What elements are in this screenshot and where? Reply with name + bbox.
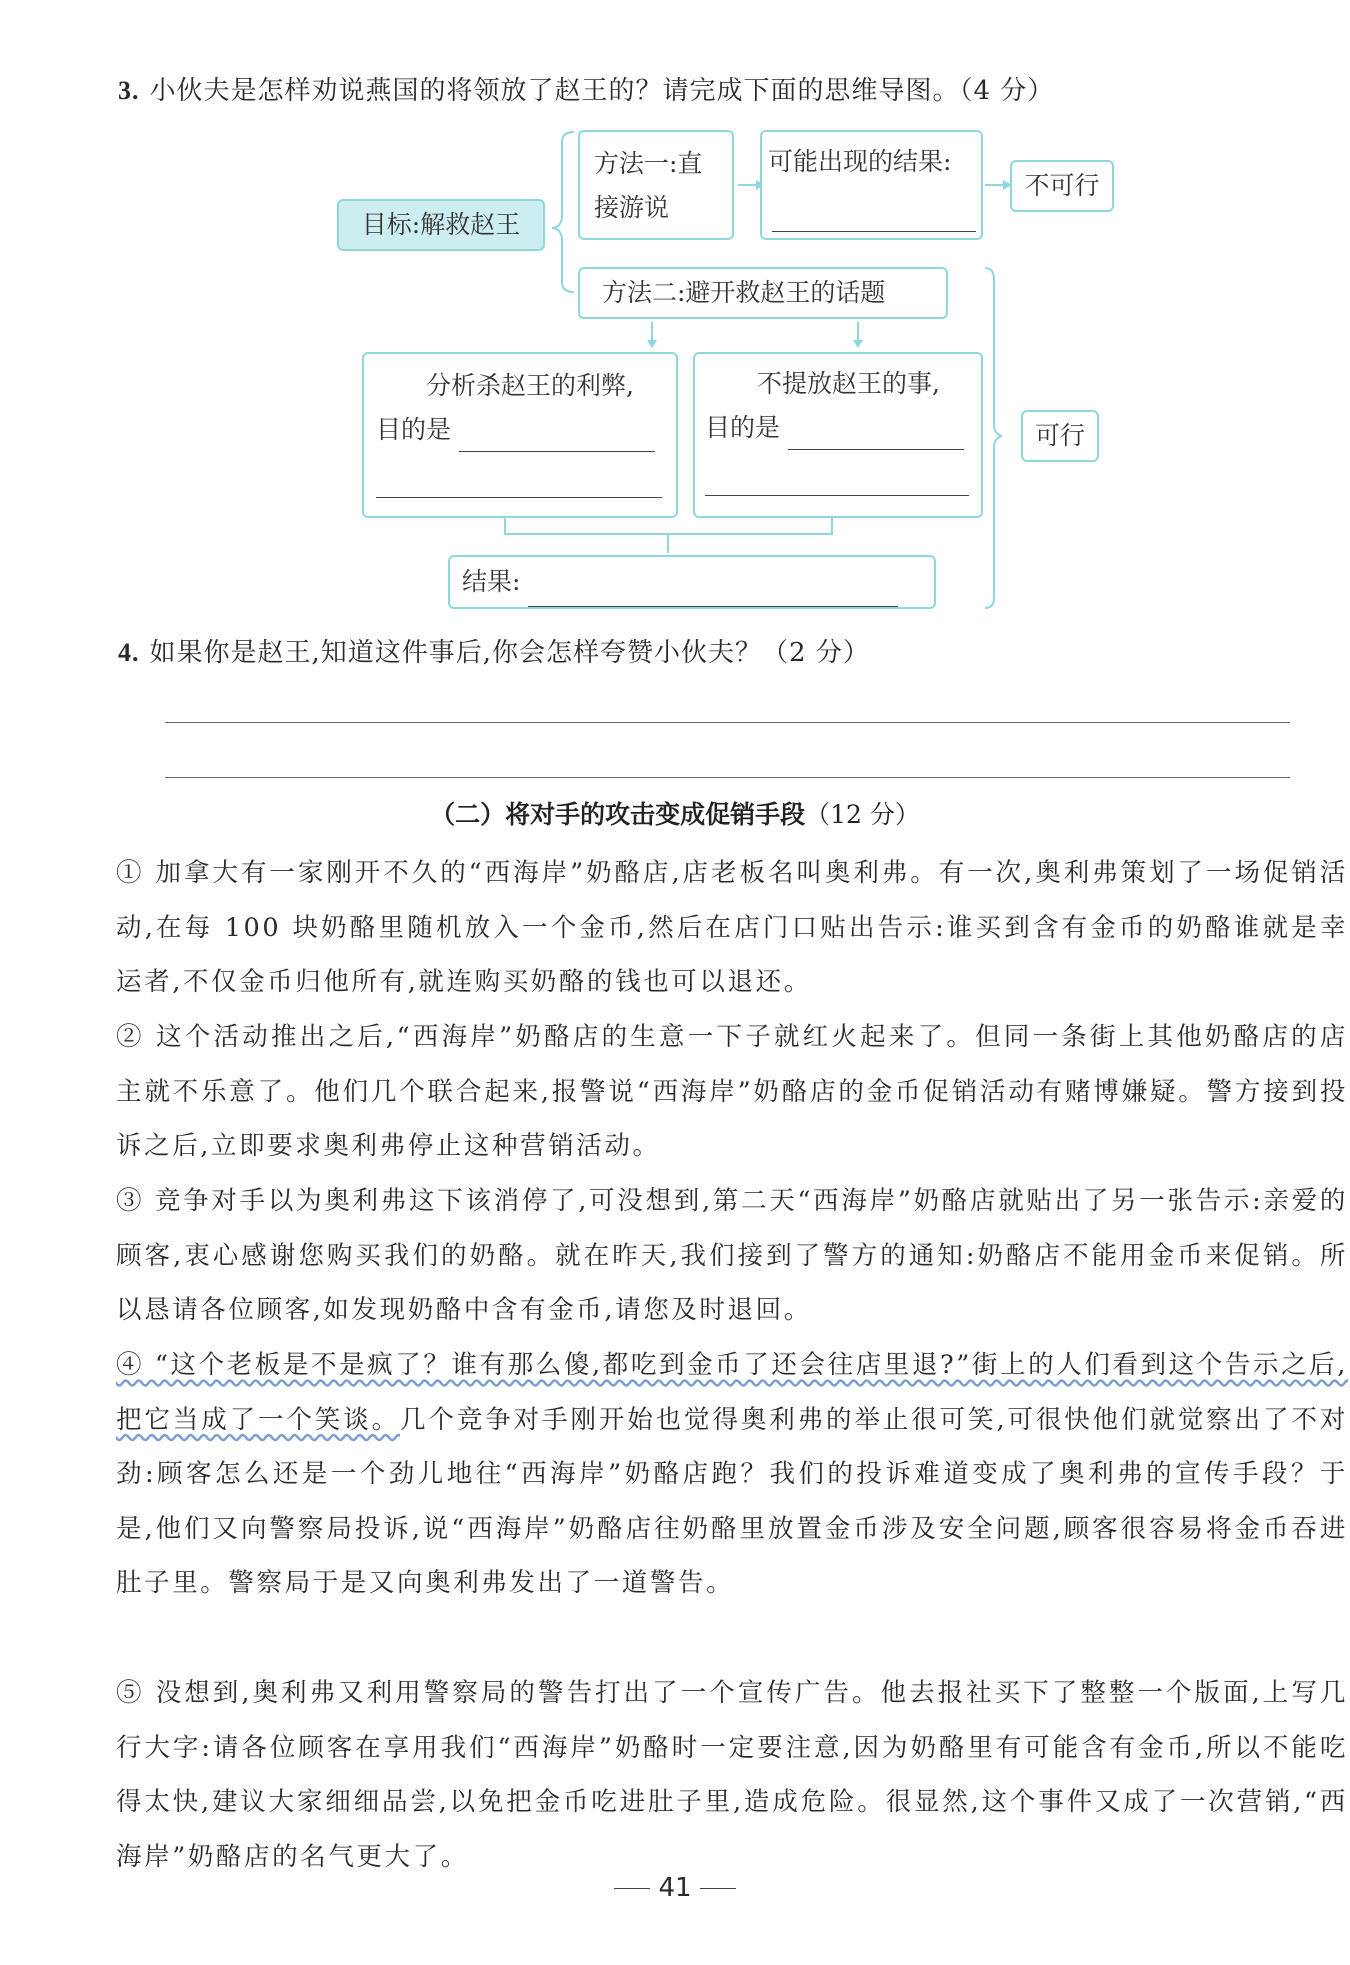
paragraph-5: ⑤ 没想到,奥利弗又利用警察局的警告打出了一个宣传广告。他去报社买下了整整一个版面,上写几行大字:请各位顾客在享用我们“西海岸”奶酪时一定要注意,因为奶酪里有可能含有金币,所以不能吃得太快,建议大家细细品尝,以免把金币吃进肚子里,造成危险。很显然,这个事件又成了一次营销,“西海岸”奶酪店的名气更大了。 (116, 1678, 1348, 1872)
question-3-number: 3. (118, 76, 140, 105)
analysis-line2: 目的是 (376, 415, 452, 444)
answer-line-1[interactable] (165, 722, 1290, 723)
result-blank[interactable] (528, 580, 898, 607)
notmention-blank-2[interactable] (705, 465, 969, 496)
notmention-blank-1[interactable] (788, 419, 964, 450)
analysis-box (362, 352, 678, 518)
goal-box (337, 199, 545, 251)
paragraph-4-underlined: ④ “这个老板是不是疯了？谁有那么傻,都吃到金币了还会往店里退?”街上的人们看到这个告示之后,把它当成了一个笑谈。 (116, 1350, 1348, 1435)
method2-box (578, 267, 948, 319)
result1-box (760, 130, 983, 240)
brace-lower (552, 228, 574, 292)
section-title (0, 795, 1350, 831)
question-3-text: 小伙夫是怎样劝说燕国的将领放了赵王的？请完成下面的思维导图。（4 分） (149, 76, 1055, 106)
notmention-line2: 目的是 (705, 413, 781, 442)
method1-line1: 方法一:直 (594, 149, 703, 178)
not-feasible-text: 不可行 (1024, 171, 1100, 200)
section-title-text: （二）将对手的攻击变成促销手段 (430, 800, 806, 829)
goal-text: 目标:解救赵王 (361, 210, 521, 239)
paragraph-2: ② 这个活动推出之后,“西海岸”奶酪店的生意一下子就红火起来了。但同一条街上其他奶酪店的店主就不乐意了。他们几个联合起来,报警说“西海岸”奶酪店的金币促销活动有赌博嫌疑。警方接到投诉之后,立即要求奥利弗停止这种营销活动。 (116, 1022, 1348, 1161)
mindmap-connectors (0, 0, 1350, 640)
result1-label: 可能出现的结果: (768, 147, 952, 176)
paragraph-3: ③ 竞争对手以为奥利弗这下该消停了,可没想到,第二天“西海岸”奶酪店就贴出了另一张告示:亲爱的顾客,衷心感谢您购买我们的奶酪。就在昨天,我们接到了警方的通知:奶酪店不能用金币来促销。所以恳请各位顾客,如发现奶酪中含有金币,请您及时退回。 (116, 1186, 1348, 1325)
notmention-line1: 不提放赵王的事, (757, 369, 940, 398)
page-dash-left (614, 1888, 650, 1889)
answer-line-2[interactable] (165, 777, 1290, 778)
page-number (0, 1873, 1350, 1903)
paragraph-4-rest: 几个竞争对手刚开始也觉得奥利弗的举止很可笑,可很快他们就觉察出了不对劲:顾客怎么还是一个劲儿地往“西海岸”奶酪店跑？我们的投诉难道变成了奥利弗的宣传手段？于是,他们又向警察局投诉,说“西海岸”奶酪店往奶酪里放置金币涉及安全问题,顾客很容易将金币吞进肚子里。警察局于是又向奥利弗发出了一道警告。 (116, 1404, 1348, 1598)
feasible-text: 可行 (1034, 421, 1085, 450)
method1-line2: 接游说 (594, 193, 670, 222)
question-4-text: 如果你是赵王,知道这件事后,你会怎样夸赞小伙夫？（2 分） (149, 638, 870, 668)
paragraph-4 (60, 1338, 1348, 1611)
page-dash-right (700, 1888, 736, 1889)
result-label: 结果: (462, 567, 521, 596)
bracket-bottom (505, 518, 832, 534)
result-box (448, 555, 936, 609)
not-feasible-box (1010, 160, 1114, 212)
notmention-box (693, 352, 983, 518)
brace-upper (552, 132, 574, 228)
method1-box (578, 130, 734, 240)
brace-right (985, 268, 1002, 608)
result1-blank[interactable] (772, 201, 976, 232)
paragraph-1: ① 加拿大有一家刚开不久的“西海岸”奶酪店,店老板名叫奥利弗。有一次,奥利弗策划了一场促销活动,在每 100 块奶酪里随机放入一个金币,然后在店门口贴出告示:谁买到含有金币的奶酪谁就是幸运者,不仅金币归他所有,就连购买奶酪的钱也可以退还。 (116, 858, 1348, 997)
question-4-number: 4. (118, 638, 140, 667)
page-number-text: 41 (658, 1873, 692, 1903)
feasible-box (1021, 410, 1099, 462)
analysis-line1: 分析杀赵王的利弊, (426, 371, 634, 400)
analysis-blank-2[interactable] (376, 467, 662, 498)
analysis-blank-1[interactable] (459, 421, 655, 452)
question-4 (118, 632, 870, 669)
method2-text: 方法二:避开救赵王的话题 (602, 278, 886, 307)
section-score: （12 分） (805, 800, 920, 829)
